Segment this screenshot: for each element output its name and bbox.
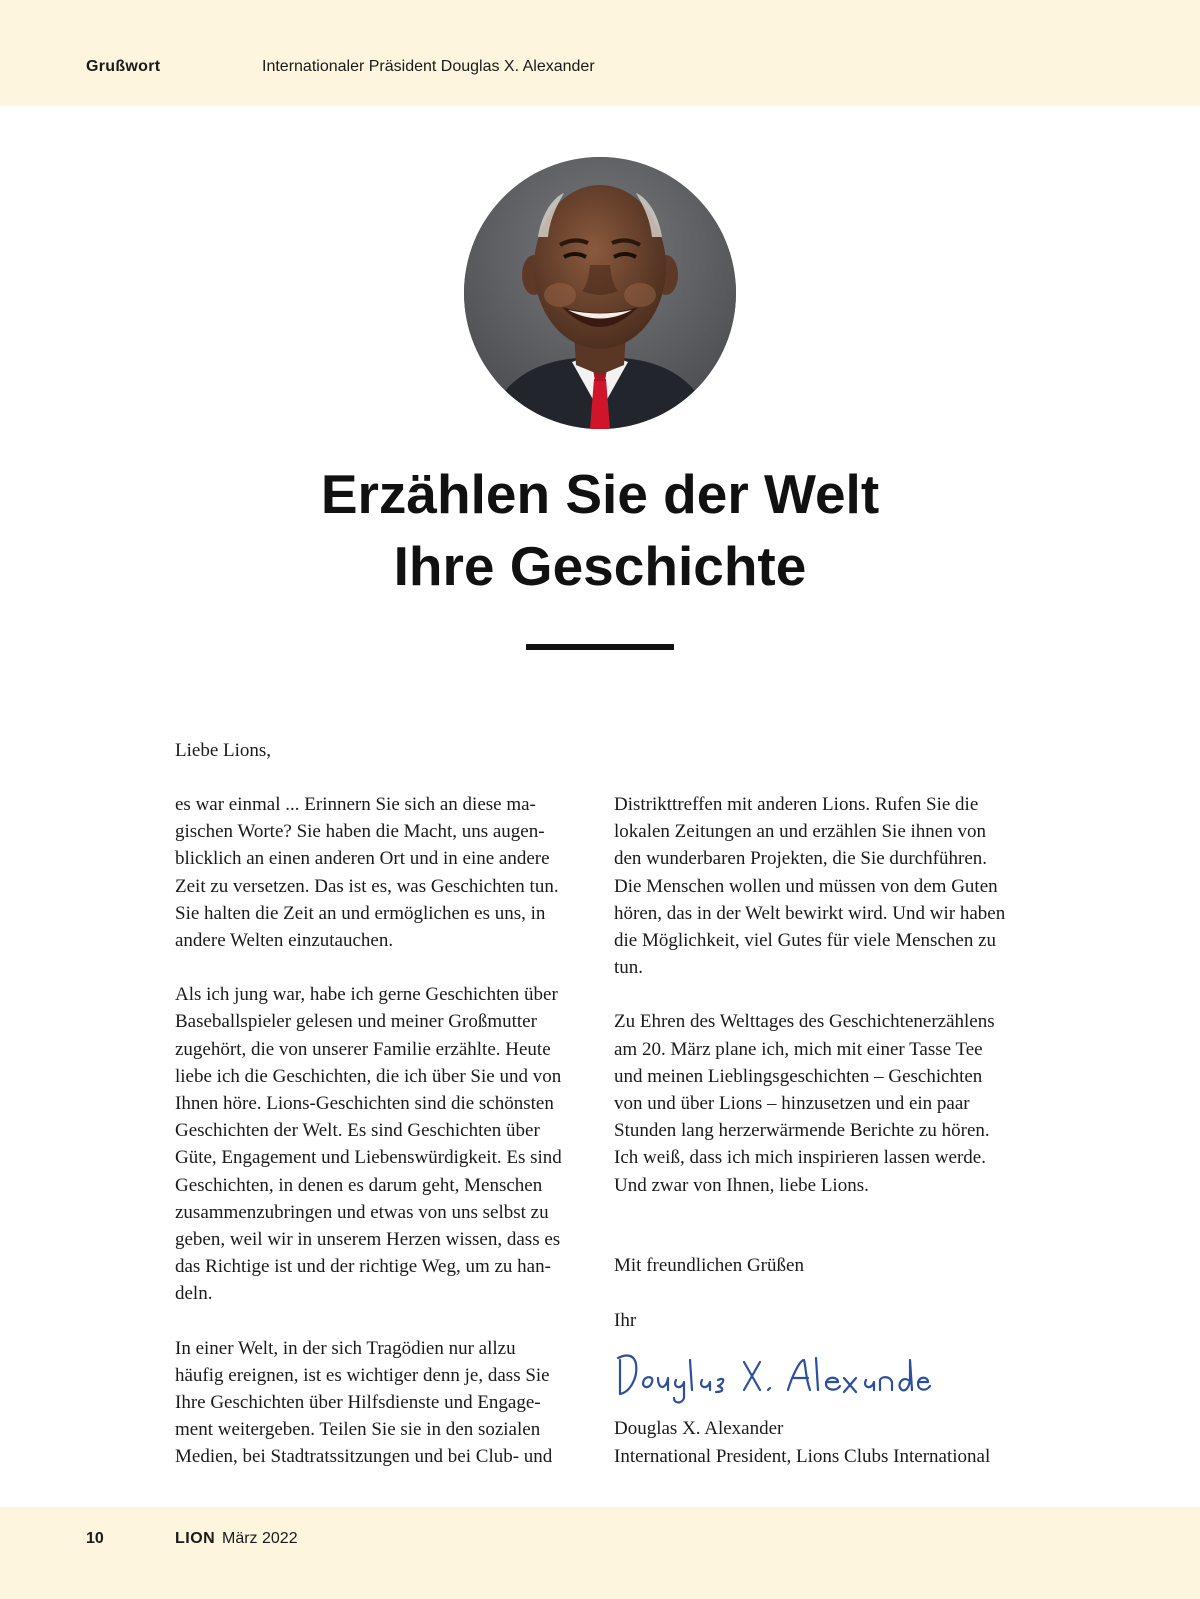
text-line: am 20. März plane ich, mich mit einer Tasse Tee	[614, 1038, 983, 1060]
text-line: tun.	[614, 957, 644, 979]
text-line: Zu Ehren des Welttages des Geschichtenerzählens	[614, 1011, 995, 1033]
issue-date: März 2022	[222, 1530, 298, 1547]
headline	[200, 458, 1000, 602]
right-column	[614, 791, 1034, 1199]
text-line: das Richtige ist und der richtige Weg, um zu han-	[175, 1256, 551, 1278]
text-line: Und zwar von Ihnen, liebe Lions.	[614, 1174, 869, 1196]
paragraph	[614, 791, 1034, 981]
text-line: Geschichten der Welt. Es sind Geschichten über	[175, 1120, 540, 1142]
text-line: zusammenzubringen und etwas von uns selbst zu	[175, 1201, 549, 1223]
header-title: Internationaler Präsident Douglas X. Alexander	[262, 58, 595, 75]
text-line: den wunderbaren Projekten, die Sie durchführen.	[614, 848, 988, 870]
paragraph	[614, 1008, 1034, 1198]
text-line: Medien, bei Stadtratssitzungen und bei Club- und	[175, 1446, 553, 1468]
text-line: Güte, Engagement und Liebenswürdigkeit. Es sind	[175, 1147, 562, 1169]
text-line: zugehört, die von unserer Familie erzählte. Heute	[175, 1038, 551, 1060]
text-line: ment weitergeben. Teilen Sie sie in den sozialen	[175, 1419, 541, 1441]
text-line: In einer Welt, in der sich Tragödien nur allzu	[175, 1337, 516, 1359]
closing-pronoun: Ihr	[614, 1310, 637, 1331]
text-line: blicklich an einen anderen Ort und in eine andere	[175, 848, 550, 870]
headline-line: Erzählen Sie der Welt	[320, 463, 880, 525]
header-band	[0, 0, 1200, 106]
headline-divider	[526, 644, 674, 650]
text-line: geben, weil wir in unserem Herzen wissen, dass es	[175, 1229, 561, 1251]
text-line: es war einmal ... Erinnern Sie sich an diese ma-	[175, 794, 536, 815]
text-line: liebe ich die Geschichten, die ich über Sie und von	[175, 1065, 562, 1087]
paragraph	[175, 981, 580, 1307]
signature	[612, 1346, 932, 1406]
paragraph	[175, 791, 580, 954]
portrait-photo	[464, 157, 736, 429]
headline-line: Ihre Geschichte	[393, 535, 807, 597]
text-line: die Möglichkeit, viel Gutes für viele Menschen zu	[614, 930, 997, 952]
text-line: Geschichten, in denen es darum geht, Menschen	[175, 1174, 543, 1196]
closing: Mit freundlichen Grüßen	[614, 1255, 804, 1276]
footer-band	[0, 1507, 1200, 1599]
salutation: Liebe Lions,	[175, 740, 272, 761]
text-line: deln.	[175, 1283, 213, 1305]
paragraph	[175, 1335, 580, 1471]
text-line: häufig ereignen, ist es wichtiger denn je, dass Sie	[175, 1364, 550, 1386]
text-line: Die Menschen wollen und müssen von dem Guten	[614, 875, 998, 897]
text-line: Distrikttreffen mit anderen Lions. Rufen Sie die	[614, 794, 979, 815]
signer-title: International President, Lions Clubs International	[614, 1446, 991, 1467]
text-line: Ihre Geschichten über Hilfsdienste und Engage-	[175, 1392, 541, 1414]
text-line: Als ich jung war, habe ich gerne Geschichten über	[175, 984, 558, 1006]
text-line: Ihnen höre. Lions-Geschichten sind die schönsten	[175, 1093, 554, 1115]
text-line: Baseballspieler gelesen und meiner Großmutter	[175, 1011, 537, 1033]
text-line: gischen Worte? Sie haben die Macht, uns augen-	[175, 821, 545, 843]
text-line: von und über Lions – hinzusetzen und ein paar	[614, 1093, 970, 1115]
text-line: Stunden lang herzerwärmende Berichte zu hören.	[614, 1120, 990, 1142]
magazine-name: LION	[175, 1530, 216, 1547]
text-line: andere Welten einzutauchen.	[175, 930, 394, 952]
page-number: 10	[86, 1530, 104, 1547]
text-line: lokalen Zeitungen an und erzählen Sie ihnen von	[614, 821, 986, 843]
text-line: Sie halten die Zeit an und ermöglichen es uns, in	[175, 902, 546, 924]
text-line: Zeit zu versetzen. Das ist es, was Geschichten tun.	[175, 875, 559, 897]
text-line: Ich weiß, dass ich mich inspirieren lassen werde.	[614, 1147, 986, 1169]
signer-name: Douglas X. Alexander	[614, 1418, 784, 1439]
text-line: und meinen Lieblingsgeschichten – Geschichten	[614, 1065, 983, 1087]
left-column	[175, 791, 580, 1471]
text-line: hören, das in der Welt bewirkt wird. Und wir haben	[614, 902, 1006, 924]
section-label: Grußwort	[86, 58, 161, 75]
